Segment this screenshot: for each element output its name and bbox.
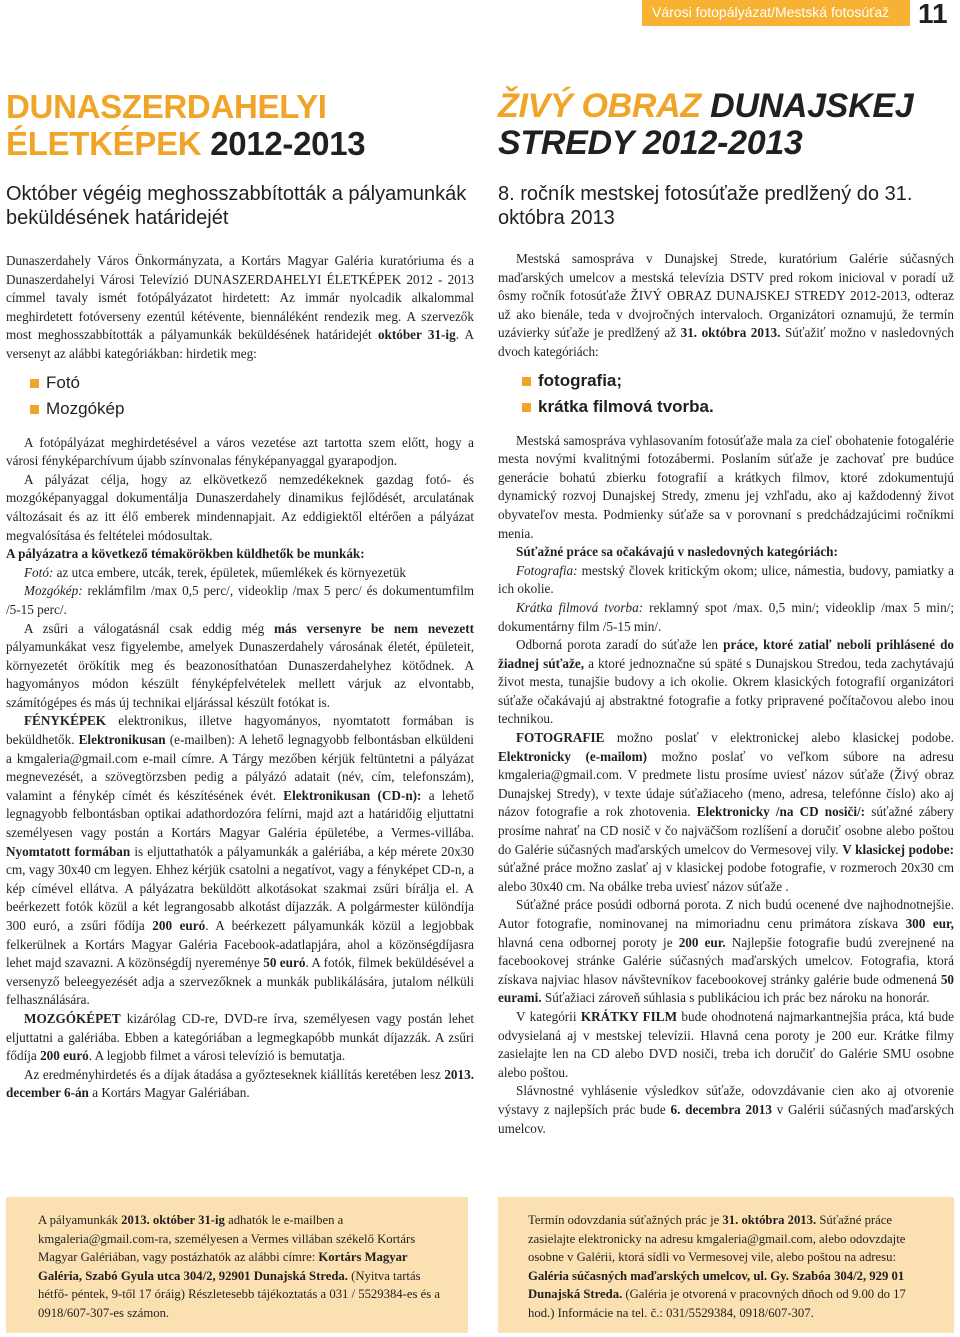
article-title: [6, 88, 474, 162]
paragraph: FÉNYKÉPEK elektronikus, illetve hagyományos, nyomtatott formában is beküldhetők. Elektronikusan (e-mailben): A lehető legnagyobb felbontásban elküldeni a kmgaleria@gmail.com e-mail címre. A Tárgy mezőben kérjük feltüntetni a pályázat megnevezését, a szövegtörzsben pedig a pályázó adatait (név, cím, telefonszám), valamint a fénykép címét és készítésének évét. Elektronikusan (CD-n): a lehető legnagyobb felbontásban optikai adathordozóra felírni, majd azt a határidőig eljuttatni személyesen vagy postán a Kortárs Magyar Galéria épületébe, a Vermes-villába. Nyomtatott formában is eljuttathatók a pályamunkák a galériába, a kép mérete 20x30 cm, vagy 30x40 cm legyen. Ehhez kérjük csatolni a negatívot, vagy a fényképet CD-n, a kép címével ellátva. A pályázatra beküldött alkotásokat szakmai zsűri bírálja el. A beérkezett fotók közül a két legrangosabb alkotást díjazzák. A polgármester különdíja 300 euró, a zsűri fődíja 200 euró. A beérkezett pályamunkák közül a legjobbak felkerülnek a Kortárs Magyar Galéria Facebook-adatlapjára, ahol a közönségdíjasra lehet majd szavazni. A közönségdíj nyereménye 50 euró. A fotók, filmek beküldésével a versenyző beleegyezését adja a szervezőknek a munkák publikálására, jutalom nélküli felhasználására.: [6, 713, 474, 1008]
category-list: [30, 370, 474, 422]
article-slovak: [498, 88, 954, 1138]
title-line-1a: ŽIVÝ OBRAZ: [498, 87, 701, 125]
article-subtitle: 8. ročník mestskej fotosúťaže predlžený do 31. októbra 2013: [498, 183, 913, 229]
page-number: 11: [918, 0, 948, 29]
paragraph: A fotópályázat meghirdetésével a város vezetése azt tartotta szem előtt, hogy a városi fényképarchívum újabb színvonalas fényképanyaggal gyarapodjon.: [6, 434, 474, 469]
paragraph: Mozgókép: reklámfilm /max 0,5 perc/, videoklip /max 5 perc/ és dokumentumfilm /5-15 perc/.: [6, 583, 474, 617]
info-box-hungarian: A pályamunkák 2013. október 31-ig adhatók le e-mailben a kmgaleria@gmail.com-ra, személyesen a Vermes villában székelő Kortárs Magyar Galériában, vagy postázhatók az alábbi címre: Kortárs Magyar Galéria, Szabó Gyula utca 304/2, 92901 Dunajská Streda. (Nyitva tartás hétfő- péntek, 9-től 17 óráig) Részletesebb tájékoztatás a 031 / 5529384-es és a 0918/607-307-es számon.: [6, 1197, 468, 1333]
category-item: fotografia;: [522, 368, 954, 394]
paragraph: Mestská samospráva vyhlasovaním fotosúťaže mala za cieľ obohatenie fotogalérie mesta novými kvalitnými fotozábermi. Poslaním súťaže je zachovať pre budúce generácie bohatú zbierku fotografií a krátkych filmov, ktoré zdokumentujú dynamický rozvoj Dunajskej Stredy, zmenu jej vzhľadu, ako aj každodenný život obyvateľov mesta. Podmienky súťaže sa v porovnaní s predchádzajúcimi ročníkmi menia.: [498, 432, 954, 541]
paragraph: Odborná porota zaradí do súťaže len práce, ktoré zatiaľ neboli prihlásené do žiadnej súťaže, a ktoré jednoznačne sú späté s Dunajskou Stredou, teda zachytávajú život mesta, tunajšie budovy a ich okolie. Okrem klasických fotografií organizátori súťaže očakávajú aj abstraktné fotografie a fotky pripravené počítačovou alebo inou technikou.: [498, 637, 955, 727]
paragraph-heading: A pályázatra a következő témakörökben küldhetők be munkák:: [6, 546, 365, 562]
category-item: Fotó: [30, 370, 474, 396]
article-title: [498, 88, 954, 162]
title-line-1: DUNASZERDAHELYI: [6, 88, 327, 125]
intro-paragraph: Mestská samospráva v Dunajskej Strede, kuratórium Galérie súčasných maďarských umelcov a mestská televízia DSTV pred rokom inicioval v poradí už ôsmy ročník fotosúťaže ŽIVÝ OBRAZ DUNAJSKEJ STREDY 2012-2013, odteraz už ako bienále, teda v dvojročných intervaloch. Organizátori oznamujú, že termín uzávierky súťaže je predlžený až 31. októbra 2013. Súťažiť možno v nasledovných dvoch kategóriách:: [498, 251, 954, 359]
paragraph: FOTOGRAFIE možno poslať v elektronickej alebo klasickej podobe. Elektronicky (e-mailom) možno poslať vo veľkom súbore na adresu kmgaleria@gmail.com. V predmete listu prosíme uviesť názov súťaže (Živý obraz Dunajskej Stredy), v texte údaje súťažiaceho (meno, adresa, telefónne číslo) ako aj názov fotografie a rok zhotovenia. Elektronicky /na CD nosiči/: súťažné zábery prosíme nahrať na CD nosič v čo najväčšom rozlíšení a doručiť osobne alebo poštou do Galérie súčasných maďarských umelcov do Vermesovej vily. V klasickej podobe: súťažné práce možno zaslať aj v klasickej podobe fotografie, v rozmeroch 20x30 cm alebo 30x40 cm. Na obálke treba uviesť názov súťaže .: [498, 730, 954, 894]
section-title: Városi fotopályázat/Mestská fotosúťaž: [652, 4, 890, 20]
category-list: [522, 368, 954, 420]
paragraph: MOZGÓKÉPET kizárólag CD-re, DVD-re írva, személyesen vagy postán lehet eljuttatni a galériába. Ebben a kategóriában a legmegkapóbb munkát díjazzák. A zsűri fődíja 200 euró. A legjobb filmet a városi televízió is bemutatja.: [6, 1010, 474, 1064]
paragraph: A zsűri a válogatásnál csak eddig még más versenyre be nem nevezett pályamunkákat vesz figyelembe, amelyek Dunaszerdahely városának életét, épületeit, környezetét örökítik meg és beazonosíthatóan Dunaszerdahelyhez kötődnek. A hagyományos módon készült fényképfelvételek mellett várjuk az elvontabb, számítógépes és más új technikai eljárással készült fotókat is.: [6, 620, 474, 710]
paragraph: Fotografia: mestský človek kritickým okom; ulice, námestia, budovy, pamiatky a ich okolie.: [498, 562, 954, 597]
category-item: krátka filmová tvorba.: [522, 394, 954, 420]
title-line-1b: DUNAJSKEJ: [710, 87, 914, 125]
paragraph: A pályázat célja, hogy az elkövetkező nemzedékeknek gazdag fotó- és mozgóképanyaggal dokumentálja Dunaszerdahely dinamikus fejlődését, arculatának változásait és az itt élő emberek mindennapjait. Az eddigiektől eltérően a pályázat megvalósítása és feltételei módosultak.: [6, 471, 474, 543]
article-body: [6, 252, 474, 1103]
article-subtitle: Október végéig meghosszabbították a pályamunkák beküldésének határidejét: [6, 183, 467, 229]
paragraph: Súťažné práce posúdi odborná porota. Z nich budú ocenené dve najhodnotnejšie. Autor fotografie, nominovanej na mimoriadnu cenu primátora získava 300 eur, hlavná cena odbornej poroty je 200 eur. Najlepšie fotografie budú zverejnené na facebookovej stránke Galérie súčasných maďarských umelcov. Fotografia, ktorá získava najviac hlasov návštevníkov facebookovej stránky galérie bude odmenená 50 eurami. Súťažiaci zároveň súhlasia s publikáciou ich prác bez nároku na honorár.: [498, 897, 954, 1006]
paragraph-heading: Súťažné práce sa očakávajú v nasledovných kategóriách:: [516, 544, 838, 560]
article-hungarian: [6, 88, 474, 1103]
paragraph: Fotó: az utca embere, utcák, terek, épületek, műemlékek és környezetük: [24, 564, 406, 580]
info-box-slovak: Termín odovzdania súťažných prác je 31. októbra 2013. Súťažné práce zasielajte elektronicky na adresu kmgaleria@gmail.com, alebo odovzdajte osobne v Galérii, ktorá sídli vo Vermesovej vile, alebo poštou na adresu: Galéria súčasných maďarských umelcov, ul. Gy. Szabóa 304/2, 929 01 Dunajská Streda. (Galéria je otvorená v pracovných dňoch od 9.00 do 17 hod.) Informácie na tel. č.: 031/5529384, 0918/607-307.: [498, 1197, 954, 1333]
article-body: [498, 250, 954, 1138]
paragraph: Az eredményhirdetés és a díjak átadása a győzteseknek kiállítás keretében lesz 2013. december 6-án a Kortárs Magyar Galériában.: [6, 1066, 474, 1101]
paragraph: Slávnostné vyhlásenie výsledkov súťaže, odovzdávanie cien ako aj otvorenie výstavy z najlepších prác bude 6. decembra 2013 v Galérii súčasných maďarských umelcov.: [498, 1083, 955, 1136]
category-item: Mozgókép: [30, 396, 474, 422]
title-line-2a: ÉLETKÉPEK: [6, 125, 202, 162]
intro-paragraph: Dunaszerdahely Város Önkormányzata, a Kortárs Magyar Galéria kuratóriuma és a Dunaszerdahelyi Városi Televízió DUNASZERDAHELYI ÉLETKÉPEK 2012 - 2013 címmel tavaly ismét fotópályázatot hirdetett: Az immár nyolcadik alkalommal meghirdetett fotóverseny ezentúl kétévente, biennáléként rendezik meg. A szervezők most meghosszabbították a pályamunkák beküldésének határidejét október 31-ig. A versenyt az alábbi kategóriákban: hirdetik meg:: [6, 253, 474, 361]
title-line-2b: 2012-2013: [210, 125, 366, 162]
paragraph: Krátka filmová tvorba: reklamný spot /max. 0,5 min/; videoklip /max 5 min/; dokumentárny film /5-15 min/.: [498, 599, 954, 634]
title-line-2: STREDY 2012-2013: [498, 124, 803, 162]
paragraph: V kategórii KRÁTKY FILM bude ohodnotená najmarkantnejšia práca, ktá bude odvysielaná aj v mestskej televízii. Hlavná cena poroty je 200 eur. Krátke filmy zasielajte len na CD alebo DVD nosiči, treba ich doručiť do Galérie SMU osobne alebo poštou.: [498, 1008, 955, 1080]
